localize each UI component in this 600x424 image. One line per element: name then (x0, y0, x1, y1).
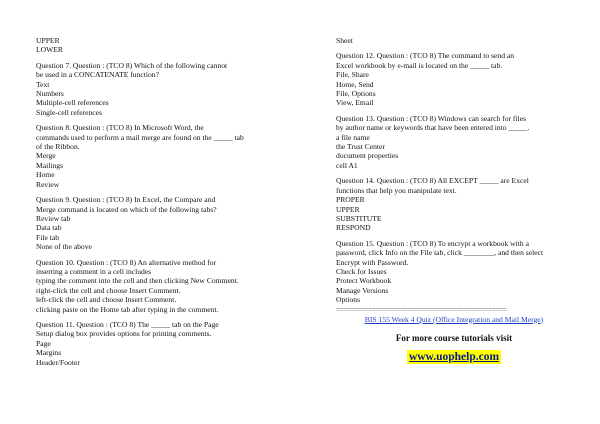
right-column-lines (336, 36, 572, 305)
text-line: RESPOND (336, 223, 371, 233)
website-link[interactable]: www.uophelp.com (408, 350, 500, 363)
text-line: SUBSTITUTE (336, 213, 382, 223)
text-line: PROPER (336, 195, 365, 205)
text-line: Single-cell references (36, 107, 102, 117)
text-line: File, Options (336, 89, 376, 99)
text-line: left-click the cell and choose Insert Comment. (36, 295, 177, 305)
text-line: Protect Workbook (336, 276, 392, 286)
text-line: Mailings (36, 160, 64, 170)
text-line: Question 12. Question : (TCO 8) The command to send an (336, 51, 515, 61)
text-line: by author name or keywords that have been entered into _____. (336, 123, 530, 133)
text-line: UPPER (36, 36, 60, 45)
text-line: Home, Send (336, 79, 374, 89)
website-wrapper (336, 350, 572, 364)
text-line: Merge command is located on which of the following tabs? (36, 204, 217, 214)
text-line: File tab (36, 232, 59, 242)
text-line: None of the above (36, 242, 92, 252)
text-line: Options (336, 295, 361, 305)
text-line: Review tab (36, 213, 71, 223)
text-line: password, click Info on the File tab, click ________, and then select (336, 248, 544, 258)
text-line: Merge (36, 151, 56, 161)
text-line: View, Email (336, 98, 374, 108)
text-line: Question 13. Question : (TCO 8) Windows can search for files (336, 113, 526, 123)
text-line: be used in a CONCATENATE function? (36, 70, 159, 80)
text-line: Home (36, 170, 55, 180)
text-line: Question 11. Question : (TCO 8) The _____ tab on the Page (36, 319, 219, 329)
text-line: commands used to perform a mail merge are found on the _____ tab (36, 132, 244, 142)
text-line: Excel workbook by e-mail is located on the _____ tab. (336, 60, 503, 70)
text-line: document properties (336, 151, 399, 161)
text-line: functions that help you manipulate text. (336, 185, 457, 195)
left-column (36, 36, 292, 367)
separator-rule: ================================================ (336, 305, 507, 314)
text-line: typing the comment into the cell and then clicking New Comment. (36, 276, 239, 286)
quiz-title-link[interactable]: BIS 155 Week 4 Quiz (Office Integration and Mail Merge) (364, 314, 544, 324)
text-line: Question 9. Question : (TCO 8) In Excel, the Compare and (36, 195, 216, 205)
text-line: Manage Versions (336, 285, 389, 295)
text-line: Question 7. Question : (TCO 8) Which of the following cannot (36, 60, 228, 70)
text-line: Question 10. Question : (TCO 8) An alternative method for (36, 257, 217, 267)
text-line: Review (36, 179, 60, 189)
text-line: Sheet (336, 36, 353, 45)
text-line: Question 8. Question : (TCO 8) In Microsoft Word, the (36, 123, 204, 133)
text-line: a file name (336, 132, 370, 142)
text-line: inserting a comment in a cell includes (36, 266, 152, 276)
text-line: LOWER (36, 45, 63, 55)
text-line: Check for Issues (336, 266, 387, 276)
text-line: Question 14. Question : (TCO 8) All EXCEPT _____ are Excel (336, 176, 529, 186)
text-line: of the Ribbon. (36, 142, 80, 152)
text-line: UPPER (336, 204, 360, 214)
more-tutorials-text: For more course tutorials visit (395, 332, 513, 343)
text-line: cell A1 (336, 160, 358, 170)
text-line: Setup dialog box provides options for printing comments. (36, 329, 212, 339)
text-line: Numbers (36, 89, 64, 99)
text-line: Question 15. Question : (TCO 8) To encrypt a workbook with a (336, 238, 529, 248)
text-line: right-click the cell and choose Insert Comment. (36, 285, 181, 295)
text-line: Header/Footer (36, 357, 80, 367)
text-line: the Trust Center (336, 142, 385, 152)
text-line: Margins (36, 348, 62, 358)
text-line: Text (36, 79, 50, 89)
text-line: Encrypt with Password. (336, 257, 409, 267)
text-line: Data tab (36, 223, 62, 233)
right-column (336, 36, 572, 364)
text-line: clicking paste on the Home tab after typing in the comment. (36, 304, 219, 314)
text-line: Multiple-cell references (36, 98, 109, 108)
text-line: File, Share (336, 70, 369, 80)
text-line: Page (36, 338, 51, 348)
